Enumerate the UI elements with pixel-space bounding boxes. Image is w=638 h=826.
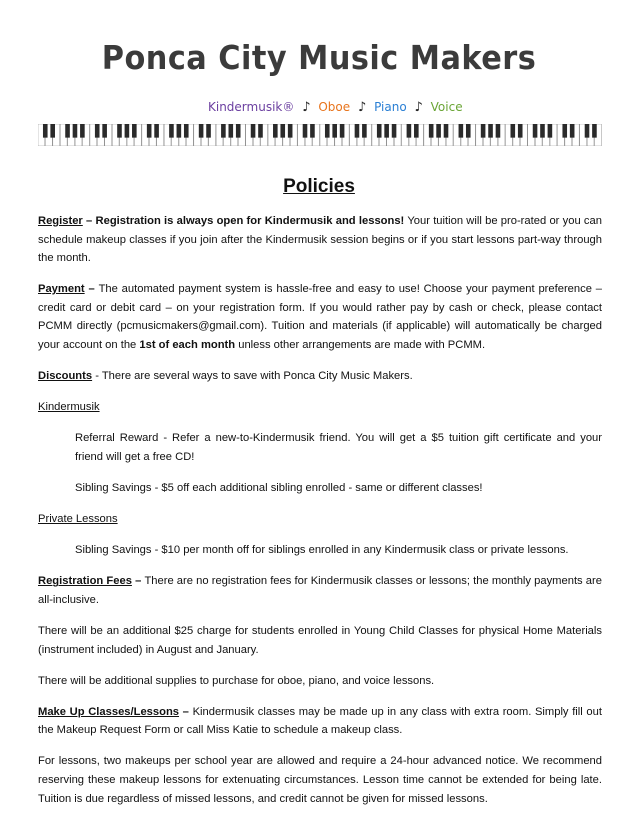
- black-key: [95, 124, 100, 138]
- register-label: Register: [38, 215, 83, 227]
- subtitle-voice: Voice: [430, 100, 463, 114]
- black-key: [73, 124, 78, 138]
- black-key: [169, 124, 174, 138]
- discounts-paragraph: [38, 367, 602, 386]
- payment-text-2: unless other arrangements are made with PCMM.: [235, 339, 486, 352]
- discounts-text: - There are several ways to save with Ponca City Music Makers.: [92, 370, 413, 383]
- kindermusik-heading: [38, 398, 602, 417]
- private-lessons-heading-text: Private Lessons: [38, 513, 118, 526]
- makeup-text: Kindermusik classes may be made up in any class with extra room. Simply fill out the Makeup Request Form or call Miss Katie to schedule a makeup class.: [38, 705, 602, 737]
- black-key: [280, 124, 285, 138]
- black-key: [392, 124, 397, 138]
- makeup-dash: –: [179, 705, 193, 718]
- black-key: [310, 124, 315, 138]
- piano-keyboard-icon: [38, 124, 602, 146]
- black-key: [481, 124, 486, 138]
- additional-charge-paragraph: There will be an additional $25 charge for students enrolled in Young Child Classes for physical Home Materials (instrument included) in August and January.: [38, 625, 602, 656]
- music-note-icon: ♪: [357, 100, 367, 115]
- black-key: [206, 124, 211, 138]
- black-key: [50, 124, 55, 138]
- black-key: [562, 124, 567, 138]
- policies-content: [38, 212, 602, 821]
- black-key: [273, 124, 278, 138]
- black-key: [102, 124, 107, 138]
- private-lessons-sibling-savings: Sibling Savings - $10 per month off for siblings enrolled in any Kindermusik class or private lessons.: [75, 544, 569, 557]
- black-key: [332, 124, 337, 138]
- page-title: Policies: [283, 176, 355, 197]
- logo-title: Ponca City Music Makers: [101, 38, 537, 77]
- black-key: [377, 124, 382, 138]
- black-key: [496, 124, 501, 138]
- black-key: [429, 124, 434, 138]
- black-key: [125, 124, 130, 138]
- black-key: [147, 124, 152, 138]
- black-key: [511, 124, 516, 138]
- referral-reward: Referral Reward - Refer a new-to-Kindermusik friend. You will get a $5 tuition gift certificate and your friend will get a free CD!: [75, 432, 602, 463]
- black-key: [199, 124, 204, 138]
- registration-fees-label: Registration Fees: [38, 575, 132, 588]
- black-key: [221, 124, 226, 138]
- black-key: [548, 124, 553, 138]
- black-key: [444, 124, 449, 138]
- black-key: [384, 124, 389, 138]
- payment-paragraph: [38, 280, 602, 354]
- black-key: [184, 124, 189, 138]
- black-key: [288, 124, 293, 138]
- black-key: [177, 124, 182, 138]
- register-paragraph: [38, 212, 602, 268]
- registration-fees-paragraph: [38, 572, 602, 609]
- black-key: [533, 124, 538, 138]
- register-dash: –: [82, 215, 96, 227]
- payment-bold: 1st of each month: [139, 339, 236, 352]
- black-key: [459, 124, 464, 138]
- black-key: [236, 124, 241, 138]
- black-key: [585, 124, 590, 138]
- black-key: [414, 124, 419, 138]
- black-key: [407, 124, 412, 138]
- black-key: [355, 124, 360, 138]
- black-key: [303, 124, 308, 138]
- black-key: [117, 124, 122, 138]
- discounts-label: Discounts: [38, 370, 93, 383]
- makeup-lessons-paragraph: For lessons, two makeups per school year are allowed and require a 24-hour advanced notice. We recommend reserving these makeup lessons for extenuating circumstances. Lesson time cannot be extended for being late. Tuition is due regardless of missed lessons, and credit cannot be given for missed lessons.: [38, 755, 602, 805]
- black-key: [570, 124, 575, 138]
- register-text: Your tuition will be pro-rated or you can schedule makeup classes if you join after the Kindermusik session begins or if you start lessons part-way through the month.: [38, 215, 602, 265]
- makeup-paragraph: [38, 703, 602, 740]
- payment-text-1: The automated payment system is hassle-free and easy to use! Choose your payment preference – credit card or debit card – on your registration form. If you would rather pay by cash or check, please contact PCMM directly (pcmusicmakers@gmail.com). Tuition and materials (if applicable) will automatically be charged your account on the: [38, 283, 602, 352]
- private-lessons-heading: [38, 510, 602, 529]
- black-key: [229, 124, 234, 138]
- black-key: [466, 124, 471, 138]
- payment-label: Payment: [38, 283, 85, 296]
- black-key: [488, 124, 493, 138]
- black-key: [325, 124, 330, 138]
- subtitle-piano: Piano: [374, 100, 407, 114]
- black-key: [540, 124, 545, 138]
- black-key: [436, 124, 441, 138]
- logo-subtitle: [208, 100, 467, 115]
- supplies-paragraph: There will be additional supplies to purchase for oboe, piano, and voice lessons.: [38, 674, 435, 687]
- music-note-icon: ♪: [302, 100, 311, 115]
- subtitle-kindermusik: Kindermusik®: [208, 100, 295, 114]
- music-note-icon: ♪: [414, 100, 423, 115]
- black-key: [362, 124, 367, 138]
- black-key: [80, 124, 85, 138]
- payment-dash: –: [84, 283, 99, 296]
- black-key: [43, 124, 48, 138]
- makeup-label: Make Up Classes/Lessons: [38, 705, 180, 718]
- kindermusik-sibling-savings: Sibling Savings - $5 off each additional sibling enrolled - same or different classes!: [75, 482, 483, 495]
- registration-fees-text: There are no registration fees for Kindermusik classes or lessons; the monthly payments are all-inclusive.: [38, 575, 602, 606]
- registration-fees-dash: –: [131, 575, 145, 588]
- black-key: [65, 124, 70, 138]
- black-key: [258, 124, 263, 138]
- black-key: [340, 124, 345, 138]
- black-key: [132, 124, 137, 138]
- black-key: [518, 124, 523, 138]
- black-key: [251, 124, 256, 138]
- kindermusik-heading-text: Kindermusik: [38, 401, 100, 414]
- black-key: [154, 124, 159, 138]
- register-lead: Registration is always open for Kindermusik and lessons!: [95, 215, 405, 227]
- subtitle-oboe: Oboe: [318, 100, 351, 114]
- black-key: [592, 124, 597, 138]
